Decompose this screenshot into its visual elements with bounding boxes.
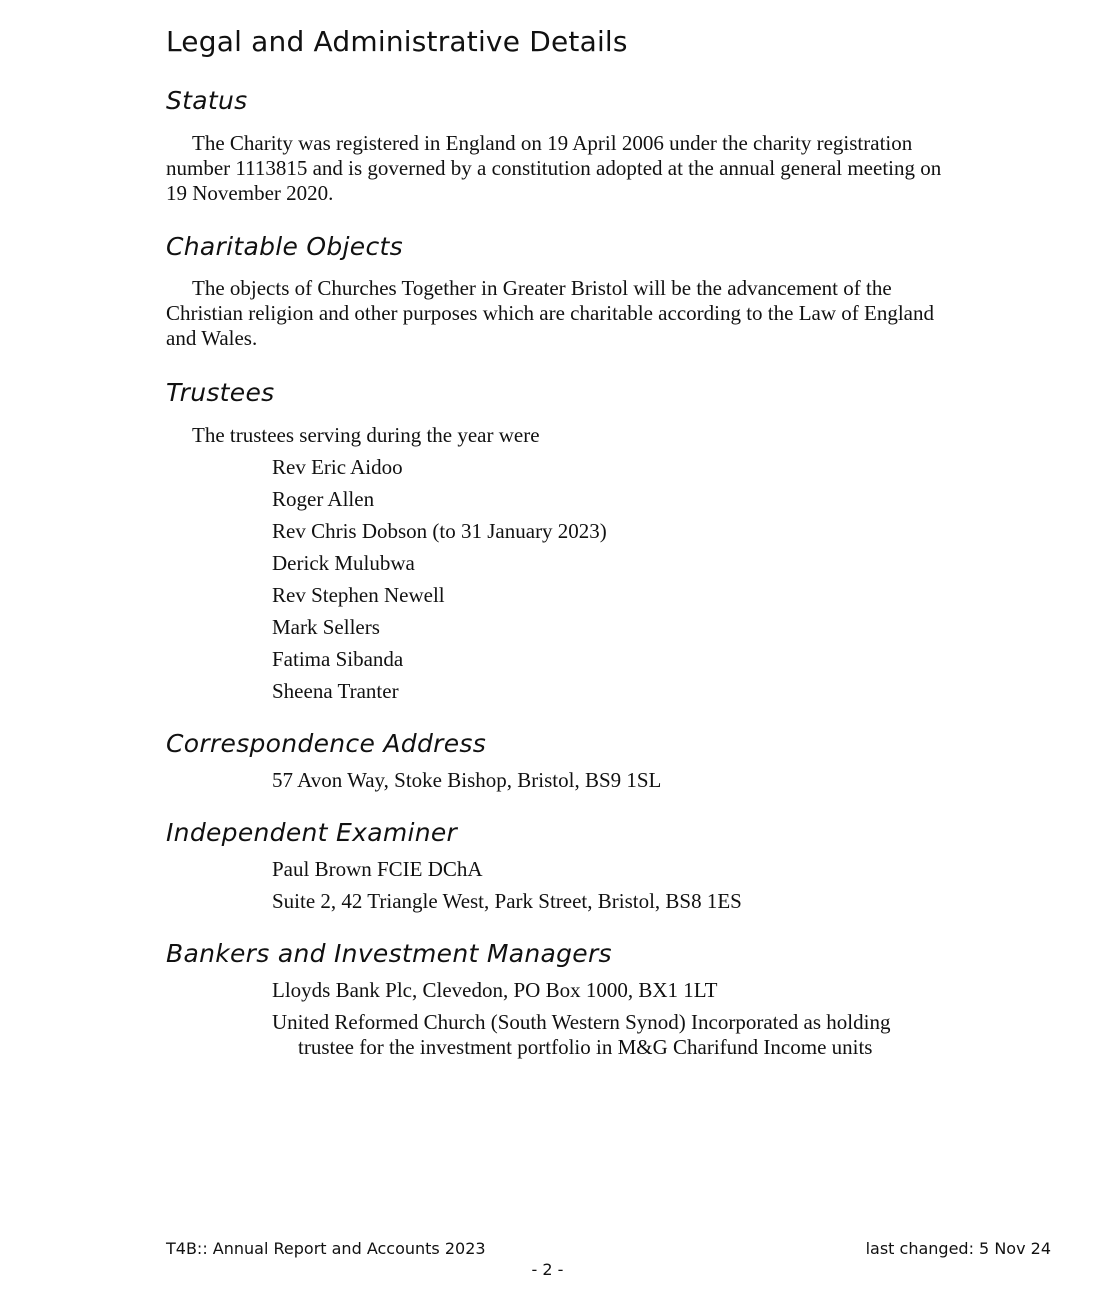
bankers-heading: Bankers and Investment Managers [166,939,612,968]
correspondence-address: 57 Avon Way, Stoke Bishop, Bristol, BS9 1SL [272,768,662,792]
footer-document-title: T4B:: Annual Report and Accounts 2023 [166,1239,486,1258]
trustee-name: Rev Chris Dobson (to 31 January 2023) [272,519,607,543]
correspondence-heading: Correspondence Address [166,729,487,758]
trustee-name: Roger Allen [272,487,375,511]
trustees-intro: The trustees serving during the year were [192,423,540,447]
investment-manager-details: United Reformed Church (South Western Synod) Incorporated as holding trustee for the investment portfolio in M&G Charifund Income units [272,1010,891,1059]
status-heading: Status [166,86,248,115]
trustees-heading: Trustees [166,378,275,407]
trustee-name: Rev Eric Aidoo [272,455,403,479]
examiner-heading: Independent Examiner [166,818,458,847]
examiner-address: Suite 2, 42 Triangle West, Park Street, Bristol, BS8 1ES [272,889,742,913]
charitable-objects-text: The objects of Churches Together in Greater Bristol will be the advancement of the Christian religion and other purposes which are charitable according to the Law of England and Wales. [166,276,934,350]
page-title: Legal and Administrative Details [166,25,628,58]
footer-last-changed: last changed: 5 Nov 24 [865,1239,1051,1258]
page-number: - 2 - [531,1260,564,1279]
trustee-name: Derick Mulubwa [272,551,415,575]
trustee-name: Rev Stephen Newell [272,583,445,607]
status-text: The Charity was registered in England on 19 April 2006 under the charity registration number 1113815 and is governed by a constitution adopted at the annual general meeting on 19 November 2020. [166,131,942,205]
examiner-name: Paul Brown FCIE DChA [272,857,483,881]
trustee-name: Mark Sellers [272,615,380,639]
bank-details: Lloyds Bank Plc, Clevedon, PO Box 1000, BX1 1LT [272,978,718,1002]
charitable-objects-heading: Charitable Objects [166,232,403,261]
trustee-name: Fatima Sibanda [272,647,404,671]
trustee-name: Sheena Tranter [272,679,399,703]
